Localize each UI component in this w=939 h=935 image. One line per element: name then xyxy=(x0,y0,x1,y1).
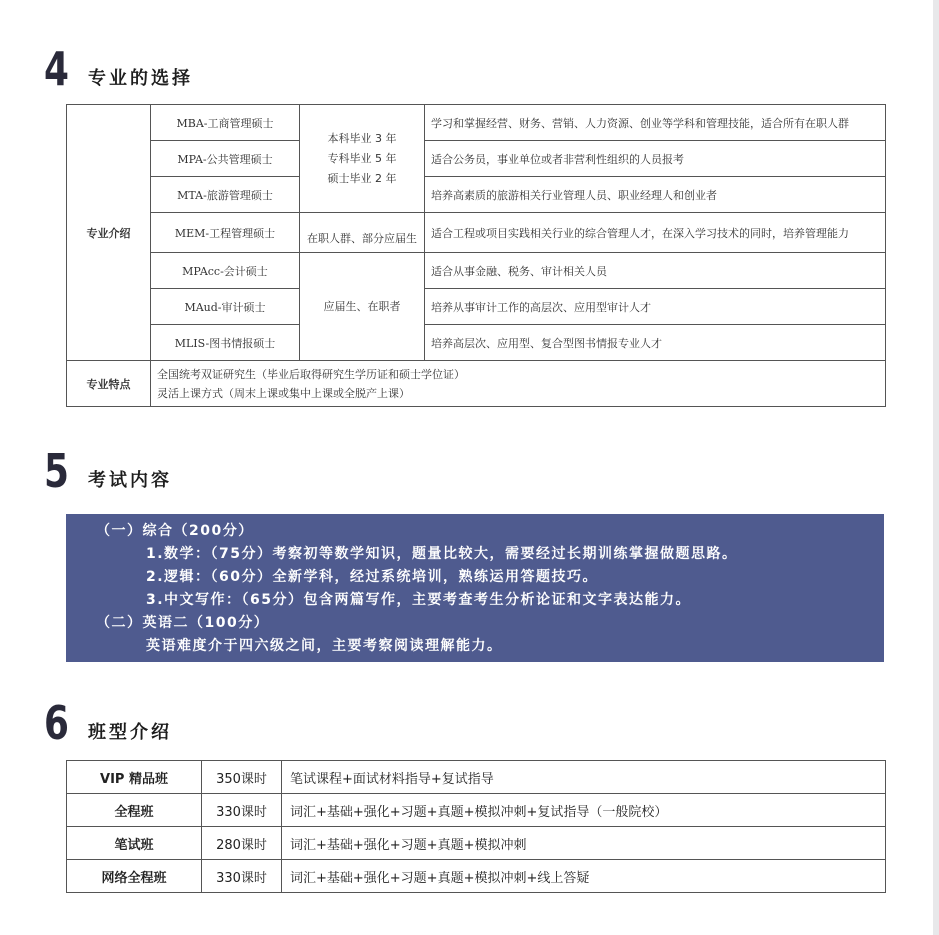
major-desc: 培养高层次、应用型、复合型图书情报专业人才 xyxy=(425,325,886,361)
major-desc: 适合工程或项目实践相关行业的综合管理人才，在深入学习技术的同时，培养管理能力 xyxy=(425,213,886,253)
requirement-line: 本科毕业 3 年 xyxy=(327,131,397,145)
major-desc: 适合从事金融、税务、审计相关人员 xyxy=(425,253,886,289)
section-6-heading xyxy=(44,696,172,750)
intro-label: 专业介绍 xyxy=(67,105,151,361)
section-number: 4 xyxy=(44,42,69,96)
class-name: 笔试班 xyxy=(67,827,202,860)
major-name: MPA-公共管理硕士 xyxy=(151,141,300,177)
class-name: 网络全程班 xyxy=(67,860,202,893)
feature-label: 专业特点 xyxy=(67,361,151,407)
requirement-group-3: 应届生、在职者 xyxy=(300,253,425,361)
requirement-group-1 xyxy=(300,105,425,213)
class-content: 词汇+基础+强化+习题+真题+模拟冲刺 xyxy=(282,827,886,860)
class-hours: 350课时 xyxy=(202,761,282,794)
class-name: 全程班 xyxy=(67,794,202,827)
section-4-heading xyxy=(44,42,193,96)
feature-line: 全国统考双证研究生（毕业后取得研究生学历证和硕士学位证） xyxy=(157,367,465,381)
exam-content-box xyxy=(66,514,884,662)
major-desc: 学习和掌握经营、财务、营销、人力资源、创业等学科和管理技能，适合所有在职人群 xyxy=(425,105,886,141)
table-row xyxy=(67,827,886,860)
major-name: MBA-工商管理硕士 xyxy=(151,105,300,141)
exam-line-english: （二）英语二（100分） xyxy=(96,615,270,631)
major-name: MTA-旅游管理硕士 xyxy=(151,177,300,213)
exam-line-comprehensive: （一）综合（200分） xyxy=(96,523,254,539)
class-hours: 280课时 xyxy=(202,827,282,860)
table-row xyxy=(67,794,886,827)
class-content: 词汇+基础+强化+习题+真题+模拟冲刺+线上答疑 xyxy=(282,860,886,893)
major-name: MPAcc-会计硕士 xyxy=(151,253,300,289)
class-content: 笔试课程+面试材料指导+复试指导 xyxy=(282,761,886,794)
class-content: 词汇+基础+强化+习题+真题+模拟冲刺+复试指导（一般院校） xyxy=(282,794,886,827)
section-title: 考试内容 xyxy=(88,470,172,491)
section-title: 专业的选择 xyxy=(88,68,193,89)
requirement-group-2: 在职人群、部分应届生 xyxy=(300,213,425,253)
table-row xyxy=(67,860,886,893)
majors-table xyxy=(66,104,886,407)
table-row xyxy=(67,761,886,794)
major-desc: 培养高素质的旅游相关行业管理人员、职业经理人和创业者 xyxy=(425,177,886,213)
section-number: 5 xyxy=(44,444,69,498)
section-title: 班型介绍 xyxy=(88,722,172,743)
major-name: MLIS-图书情报硕士 xyxy=(151,325,300,361)
exam-line-writing: 3.中文写作：（65分）包含两篇写作，主要考查考生分析论证和文字表达能力。 xyxy=(146,592,692,608)
section-number: 6 xyxy=(44,696,69,750)
major-name: MAud-审计硕士 xyxy=(151,289,300,325)
exam-line-logic: 2.逻辑：（60分）全新学科，经过系统培训，熟练运用答题技巧。 xyxy=(146,569,599,585)
class-name: VIP 精品班 xyxy=(67,761,202,794)
class-hours: 330课时 xyxy=(202,794,282,827)
exam-line-math: 1.数学：（75分）考察初等数学知识，题量比较大，需要经过长期训练掌握做题思路。 xyxy=(146,546,738,562)
major-desc: 培养从事审计工作的高层次、应用型审计人才 xyxy=(425,289,886,325)
section-5-heading xyxy=(44,444,172,498)
page-edge-strip xyxy=(933,0,939,935)
class-hours: 330课时 xyxy=(202,860,282,893)
exam-line-english-desc: 英语难度介于四六级之间，主要考察阅读理解能力。 xyxy=(146,638,503,654)
class-types-table xyxy=(66,760,886,893)
requirement-line: 硕士毕业 2 年 xyxy=(327,171,397,185)
requirement-line: 专科毕业 5 年 xyxy=(327,151,397,165)
major-desc: 适合公务员，事业单位或者非营利性组织的人员报考 xyxy=(425,141,886,177)
features-cell xyxy=(151,361,886,407)
feature-line: 灵活上课方式（周末上课或集中上课或全脱产上课） xyxy=(157,386,410,400)
major-name: MEM-工程管理硕士 xyxy=(151,213,300,253)
